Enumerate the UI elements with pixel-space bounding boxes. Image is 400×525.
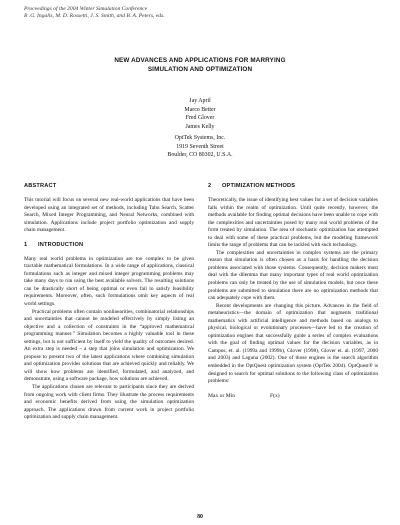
optim-paragraph-2: The complexities and uncertainties in complex systems are the primary reason that simulation is often chosen as a basis for handling the decision problems associated with those systems. Consequently, decision makers must deal with the dilemma that many important types of real world optimization problems can only be treated by the use of simulation models, but once these problems are submitted to simulation there are no optimization methods that can adequately cope with them. [208,249,378,302]
author-name: Marco Better [184,106,216,113]
formula-label: Max or Min [208,392,236,399]
abstract-heading: ABSTRACT [24,183,57,189]
affiliation-line: OptTek Systems, Inc. [174,135,226,141]
abstract-text: This tutorial will focus on several new real-world applications that have been developed using an integrated set of methods, including Tabu Search, Scatter Search, Mixed Integer Programming, and Neural Networks, combined with simulation. Applications include project portfolio optimization and supply chain management. [24,197,194,234]
section-number: 2 [208,183,212,189]
intro-paragraph-1: Many real world problems in optimization are too complex to be given tractable mathematical formulations. In a wide range of applications, classical formulations such as integer and mixed integer programming problems may take many days to run using the best available solvers. The resulting solutions can be drastically short of being optimal or even fail to satisfy feasibility requirements. Moreover, often, such formulations omit key aspects of real world settings. [24,255,194,308]
title-line-1: NEW ADVANCES AND APPLICATIONS FOR MARRYING [114,57,286,64]
author-list [120,97,280,131]
header-conference: Proceedings of the 2004 Winter Simulation Conference [24,6,148,12]
right-column [208,183,378,400]
author-name: James Kelly [185,123,215,130]
left-column [24,183,194,422]
section-number: 1 [24,241,28,248]
intro-paragraph-3: The applications chosen are relevant to participants since they are derived from ongoing work with client firms. They illustrate the process requirements and economic benefits derived from using the simulation optimization approach. The applications drawn from current work in project portfolio optimization and supply chain management. [24,384,194,421]
intro-paragraph-2: Practical problems often contain nonlinearities, combinatorial relationships and uncertainties that cannot be modeled effectively by simply listing an objective and a collection of constraints in the “approved mathematical programming manner.” Simulation becomes a highly valuable tool in these settings, but is not sufficient by itself to yield the quality of outcomes desired. An extra step is needed – a step that joins simulation and optimization. We propose to present two of the latest applications where combining simulation and optimization provides solutions that are achieved quickly and reliably. We will show how problems are identified, formulated, and analyzed, and demonstrate, using a software package, how solutions are achieved. [24,308,194,383]
affiliation [110,134,290,160]
proceedings-header [24,6,384,20]
objective-formula [208,392,378,400]
section-1-heading [24,242,194,249]
section-title: INTRODUCTION [38,241,84,248]
paper-title [60,57,340,74]
optim-paragraph-1: Theoretically, the issue of identifying best values for a set of decision variables falls within the realm of optimization. Until quite recently, however, the methods available for finding optimal decisions have been unable to cope with the complexities and uncertainties posed by many real world problems of the form treated by simulation. The area of stochastic optimization has attempted to deal with some of these practical problems, but the modeling framework limits the range of problems that can be tackled with such technology. [208,197,378,249]
author-name: Jay April [189,98,211,104]
formula-expression: F(x) [270,392,280,399]
header-editors: R .G. Ingalls, M. D. Rossetti, J. S. Smith, and B. A. Peters, eds. [24,13,165,19]
affiliation-line: 1919 Seventh Street [176,143,224,150]
section-title: OPTIMIZATION METHODS [222,183,296,189]
author-name: Fred Glover [185,115,215,122]
section-2-heading [208,183,378,190]
affiliation-line: Boulder, CO 80302, U.S.A. [167,152,233,159]
optim-paragraph-3: Recent developments are changing this picture. Advances in the field of metaheuristics—the domain of optimization that augments traditional mathematics with artificial intelligence and methods based on analogs to physical, biological or evolutionary processes—have led to the creation of optimization engines that successfully guide a series of complex evaluations with the goal of finding optimal values for the decision variables, as in Campos, et. al. (1999a and 1999b), Glover (1998), Glover et. al. (1997, 2000 and 2003) and Laguna (2002). One of those engines is the search algorithm embedded in the OptQuest optimization system (OptTek 2004). OptQuest® is designed to search for optimal solutions to the following class of optimization problems: [208,302,378,385]
page-number: 80 [197,514,203,520]
title-line-2: SIMULATION AND OPTIMIZATION [147,65,253,73]
